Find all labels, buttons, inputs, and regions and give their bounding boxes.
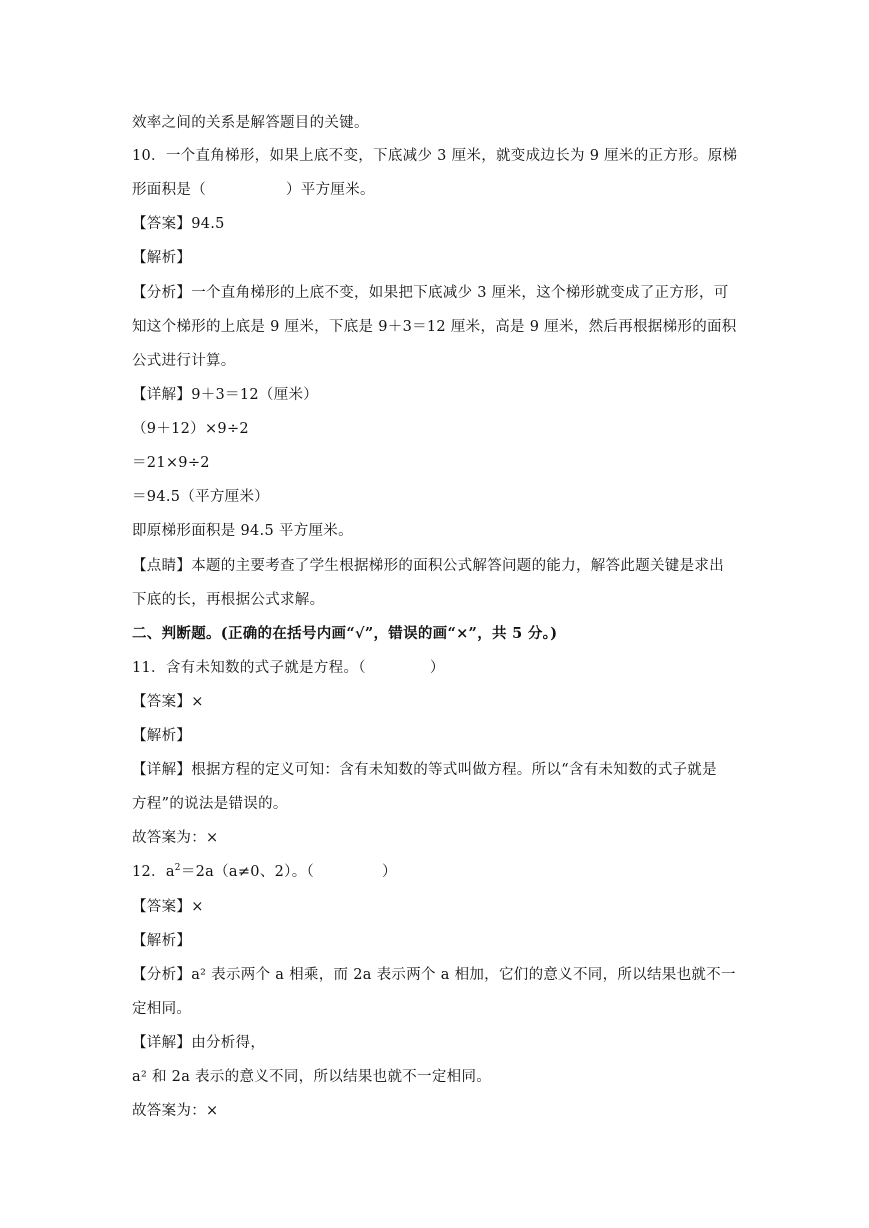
question-10-blank-line bbox=[132, 180, 752, 200]
analysis-line: 公式进行计算。 bbox=[132, 353, 236, 369]
analysis-heading: 【解析】 bbox=[132, 933, 192, 949]
question-12-line bbox=[132, 862, 752, 882]
question-10-suffix: ）平方厘米。 bbox=[286, 182, 375, 198]
question-11-suffix: ） bbox=[429, 660, 445, 676]
conclusion-line: 故答案为：× bbox=[132, 830, 219, 846]
question-10-prefix: 形面积是（ bbox=[132, 182, 206, 198]
analysis-line: 知这个梯形的上底是 9 厘米，下底是 9＋3＝12 厘米，高是 9 厘米，然后再根据梯形的面积 bbox=[132, 319, 737, 335]
question-11-line bbox=[132, 658, 752, 678]
exponent: 2 bbox=[174, 863, 181, 873]
key-point-line: 【点睛】本题的主要考查了学生根据梯形的面积公式解答问题的能力，解答此题关键是求出 bbox=[132, 558, 724, 574]
detail-line: a² 和 2a 表示的意义不同，所以结果也就不一定相同。 bbox=[132, 1069, 492, 1085]
conclusion-line: 故答案为：× bbox=[132, 1103, 219, 1119]
detail-line: 即原梯形面积是 94.5 平方厘米。 bbox=[132, 523, 353, 539]
analysis-heading: 【解析】 bbox=[132, 250, 192, 266]
text-line: 效率之间的关系是解答题目的关键。 bbox=[132, 115, 369, 131]
analysis-line: 【分析】一个直角梯形的上底不变，如果把下底减少 3 厘米，这个梯形就变成了正方形，可 bbox=[132, 285, 729, 301]
analysis-line: 定相同。 bbox=[132, 1001, 192, 1017]
detail-line: （9＋12）×9÷2 bbox=[132, 421, 249, 437]
question-12-prefix: 12．a bbox=[132, 864, 175, 880]
question-11-text: 11．含有未知数的式子就是方程。（ bbox=[132, 660, 366, 676]
detail-line: ＝21×9÷2 bbox=[132, 455, 210, 471]
question-12-text: ＝2a（a≠0、2）。（ bbox=[180, 864, 315, 880]
section-heading: 二、判断题。(正确的在括号内画“√”，错误的画“×”，共 5 分。) bbox=[132, 625, 558, 642]
question-10-text: 10．一个直角梯形，如果上底不变，下底减少 3 厘米，就变成边长为 9 厘米的正方形。原梯 bbox=[132, 148, 738, 164]
analysis-heading: 【解析】 bbox=[132, 728, 192, 744]
key-point-line: 下底的长，再根据公式求解。 bbox=[132, 592, 325, 608]
analysis-line: 【分析】a² 表示两个 a 相乘，而 2a 表示两个 a 相加，它们的意义不同，所以结果也就不一 bbox=[132, 967, 736, 983]
answer-line: 【答案】× bbox=[132, 694, 204, 710]
detail-line: 方程”的说法是错误的。 bbox=[132, 796, 288, 812]
answer-line: 【答案】94.5 bbox=[132, 216, 225, 232]
detail-line: 【详解】9＋3＝12（厘米） bbox=[132, 387, 319, 403]
detail-line: 【详解】由分析得， bbox=[132, 1035, 266, 1051]
answer-line: 【答案】× bbox=[132, 899, 204, 915]
detail-line: ＝94.5（平方厘米） bbox=[132, 489, 270, 505]
detail-line: 【详解】根据方程的定义可知：含有未知数的等式叫做方程。所以“含有未知数的式子就是 bbox=[132, 762, 717, 778]
question-12-suffix: ） bbox=[382, 864, 397, 880]
